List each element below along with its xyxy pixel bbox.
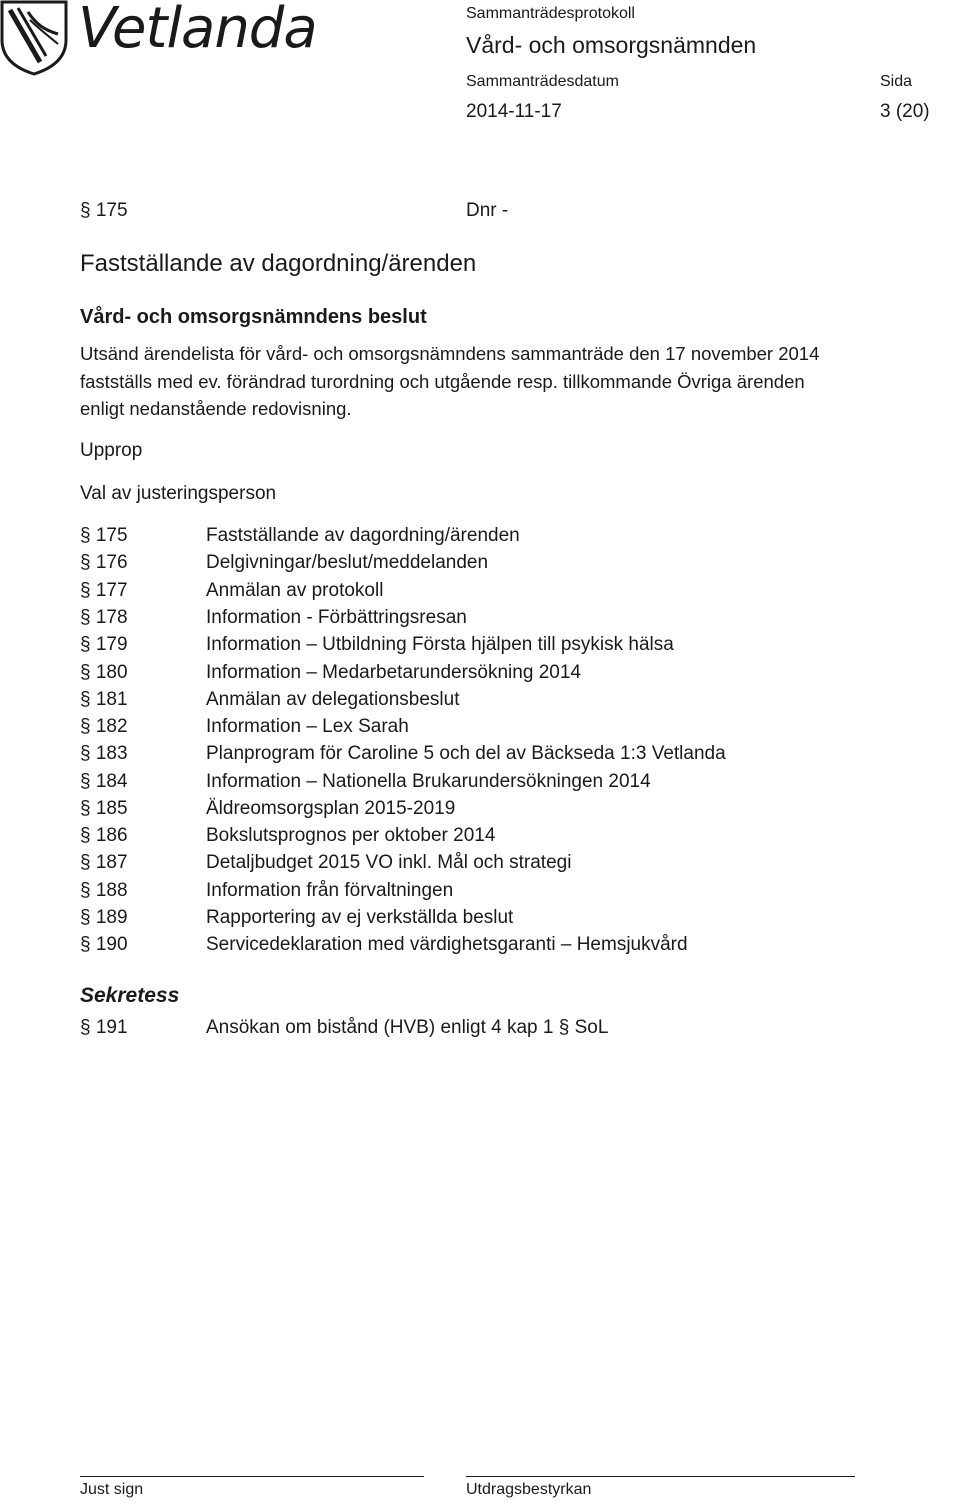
municipality-crest-icon — [0, 0, 76, 76]
agenda-item-title: Ansökan om bistånd (HVB) enligt 4 kap 1 § SoL — [206, 1017, 609, 1038]
agenda-item-number: § 188 — [80, 880, 128, 901]
meeting-date: 2014-11-17 — [466, 101, 562, 122]
footer-divider-left — [80, 1476, 424, 1477]
extract-certification-label: Utdragsbestyrkan — [466, 1481, 592, 1498]
decision-heading: Vård- och omsorgsnämndens beslut — [80, 306, 427, 328]
agenda-item-title: Anmälan av delegationsbeslut — [206, 689, 460, 710]
agenda-item-title: Information – Lex Sarah — [206, 716, 409, 737]
agenda-item-title: Fastställande av dagordning/ärenden — [206, 525, 520, 546]
agenda-item-title: Anmälan av protokoll — [206, 580, 384, 601]
page-label: Sida — [880, 73, 913, 90]
agenda-item-number: § 191 — [80, 1017, 128, 1038]
section-title: Fastställande av dagordning/ärenden — [80, 250, 477, 277]
agenda-item-number: § 177 — [80, 580, 128, 601]
agenda-item-number: § 183 — [80, 743, 128, 764]
agenda-item-title: Planprogram för Caroline 5 och del av Bäckseda 1:3 Vetlanda — [206, 743, 726, 764]
agenda-item-number: § 187 — [80, 852, 128, 873]
committee-name: Vård- och omsorgsnämnden — [466, 32, 757, 58]
agenda-item-title: Information – Nationella Brukarundersökningen 2014 — [206, 771, 651, 792]
vetlanda-logo — [0, 0, 317, 76]
agenda-item-number: § 189 — [80, 907, 128, 928]
footer-divider-right — [466, 1476, 855, 1477]
agenda-item-number: § 176 — [80, 552, 128, 573]
agenda-item-number: § 180 — [80, 662, 128, 683]
agenda-item-title: Information – Medarbetarundersökning 2014 — [206, 662, 581, 683]
agenda-item-number: § 190 — [80, 934, 128, 955]
agenda-item-title: Detaljbudget 2015 VO inkl. Mål och strategi — [206, 852, 572, 873]
diary-number: Dnr - — [466, 200, 509, 221]
agenda-item-title: Bokslutsprognos per oktober 2014 — [206, 825, 496, 846]
agenda-item-number: § 186 — [80, 825, 128, 846]
agenda-item-title: Information – Utbildning Första hjälpen till psykisk hälsa — [206, 634, 674, 655]
agenda-item-title: Information från förvaltningen — [206, 880, 454, 901]
agenda-item-number: § 181 — [80, 689, 128, 710]
adjuster-signature-label: Just sign — [80, 1481, 144, 1498]
agenda-item-title: Rapportering av ej verkställda beslut — [206, 907, 514, 928]
adjuster-selection: Val av justeringsperson — [80, 483, 277, 504]
section-number: § 175 — [80, 200, 128, 221]
agenda-item-title: Delgivningar/beslut/meddelanden — [206, 552, 489, 573]
agenda-item-number: § 175 — [80, 525, 128, 546]
page-number: 3 (20) — [880, 101, 930, 122]
meeting-date-label: Sammanträdesdatum — [466, 73, 619, 90]
agenda-item-number: § 182 — [80, 716, 128, 737]
secrecy-heading: Sekretess — [80, 984, 180, 1007]
agenda-item-title: Servicedeklaration med värdighetsgaranti – Hemsjukvård — [206, 934, 688, 955]
agenda-item-number: § 179 — [80, 634, 128, 655]
roll-call: Upprop — [80, 440, 143, 461]
agenda-item-number: § 184 — [80, 771, 128, 792]
agenda-item-title: Information - Förbättringsresan — [206, 607, 467, 628]
protocol-label: Sammanträdesprotokoll — [466, 5, 635, 22]
logo-wordmark: Vetlanda — [78, 0, 317, 61]
agenda-item-number: § 178 — [80, 607, 128, 628]
agenda-item-title: Äldreomsorgsplan 2015-2019 — [206, 798, 456, 819]
decision-text: Utsänd ärendelista för vård- och omsorgsnämndens sammanträde den 17 november 2014 fastställs med ev. förändrad turordning och utgående resp. tillkommande Övriga ärenden enligt nedanstående redovisning. — [80, 343, 820, 419]
agenda-item-number: § 185 — [80, 798, 128, 819]
